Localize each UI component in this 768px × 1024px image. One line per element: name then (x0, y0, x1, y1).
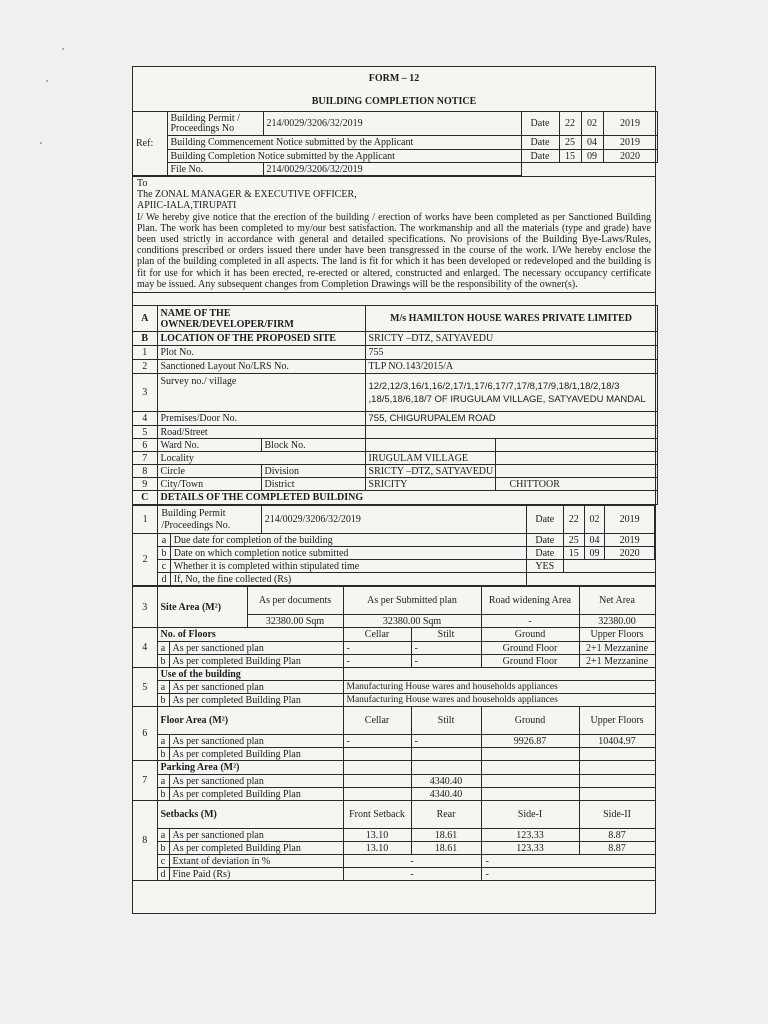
circle-value: SRICTY –DTZ, SATYAVEDU (365, 465, 495, 478)
floors-sanctioned-label: As per sanctioned plan (169, 642, 343, 655)
floors-cellar-value: - (343, 655, 411, 668)
ref-permit-label: Building Permit / Proceedings No (167, 112, 263, 136)
floors-ground-value: Ground Floor (481, 655, 579, 668)
fine-paid-value-1: - (343, 868, 481, 881)
floor-area-ground-value: 9926.87 (481, 735, 579, 748)
notice-body (133, 176, 655, 293)
floors-upper-value: 2+1 Mezzanine (579, 655, 655, 668)
setbacks-side2-value: 8.87 (579, 829, 655, 842)
setbacks-col-rear: Rear (411, 801, 481, 829)
completion-notice-form (132, 66, 656, 914)
survey-label: Survey no./ village (157, 374, 365, 412)
row-num: 5 (133, 668, 157, 707)
setbacks-side1-value: 123.33 (481, 829, 579, 842)
site-location: SRICTY –DTZ, SATYAVEDU (365, 332, 657, 346)
ref-day: 25 (559, 136, 581, 150)
permit-month: 02 (584, 506, 605, 534)
locality-value: IRUGULAM VILLAGE (365, 452, 495, 465)
permit-date-label: Date (526, 506, 563, 534)
row-num: 3 (133, 587, 157, 628)
setbacks-front-value: 13.10 (343, 829, 411, 842)
deviation-value-2: - (481, 855, 655, 868)
ref-year: 2019 (603, 136, 657, 150)
floor-area-upper-value (579, 748, 655, 761)
form-number: FORM – 12 (368, 73, 420, 84)
ref-day: 15 (559, 150, 581, 163)
row-num: 2 (133, 534, 158, 586)
sub-letter: b (157, 694, 169, 707)
site-road-widening-value: - (481, 615, 579, 628)
row-num: 3 (133, 374, 157, 412)
row-num: 4 (133, 412, 157, 426)
row-num: 5 (133, 426, 157, 439)
due-month: 04 (584, 534, 605, 547)
due-year: 2019 (605, 534, 655, 547)
form-title: BUILDING COMPLETION NOTICE (311, 96, 477, 107)
sub-letter: b (157, 788, 169, 801)
sub-letter: a (157, 775, 169, 788)
sub-letter: a (158, 534, 170, 547)
premises-label: Premises/Door No. (157, 412, 365, 426)
use-completed-label: As per completed Building Plan (169, 694, 343, 707)
road-label: Road/Street (157, 426, 365, 439)
sub-letter: b (157, 655, 169, 668)
ref-date-label: Date (521, 150, 559, 163)
ref-date-label: Date (521, 136, 559, 150)
sub-letter: a (157, 735, 169, 748)
row-num: 6 (133, 707, 157, 761)
row-num: 8 (133, 801, 157, 881)
city-value: SRICITY (365, 478, 495, 491)
circle-label: Circle (157, 465, 261, 478)
layout-value: TLP NO.143/2015/A (365, 360, 657, 374)
fine-collected-label: If, No, the fine collected (Rs) (170, 573, 526, 586)
due-date-label: Due date for completion of the building (170, 534, 526, 547)
floor-area-ground-value (481, 748, 579, 761)
ref-file-label: File No. (167, 163, 263, 176)
floor-area-stilt-value: - (411, 735, 481, 748)
floors-ground-value: Ground Floor (481, 642, 579, 655)
addressee-office: APIIC-IALA,TIRUPATI (137, 200, 237, 212)
parking-sanctioned-value: 4340.40 (411, 775, 481, 788)
ward-label: Ward No. (157, 439, 261, 452)
ref-permit-value: 214/0029/3206/32/2019 (263, 112, 521, 136)
permit-label: Building Permit /Proceedings No. (158, 506, 261, 534)
section-c-label: DETAILS OF THE COMPLETED BUILDING (157, 491, 657, 505)
scan-speck (46, 80, 48, 82)
plot-label: Plot No. (157, 346, 365, 360)
row-num: 7 (133, 761, 157, 801)
setbacks-side1-value: 123.33 (481, 842, 579, 855)
date-label: Date (526, 547, 563, 560)
floors-upper-value: 2+1 Mezzanine (579, 642, 655, 655)
section-a-label: NAME OF THE OWNER/DEVELOPER/FIRM (157, 306, 365, 332)
stipulated-value: YES (526, 560, 563, 573)
layout-label: Sanctioned Layout No/LRS No. (157, 360, 365, 374)
notice-day: 15 (563, 547, 584, 560)
ref-year: 2019 (603, 112, 657, 136)
floors-col-stilt: Stilt (411, 628, 481, 642)
sub-letter: a (157, 642, 169, 655)
site-col-submitted: As per Submitted plan (343, 587, 481, 615)
sub-letter: a (157, 681, 169, 694)
setbacks-rear-value: 18.61 (411, 829, 481, 842)
site-col-documents: As per documents (247, 587, 343, 615)
floors-label: No. of Floors (157, 628, 343, 642)
floor-area-label: Floor Area (M²) (157, 707, 343, 735)
sub-letter: a (157, 829, 169, 842)
use-sanctioned-label: As per sanctioned plan (169, 681, 343, 694)
floor-area-col-stilt: Stilt (411, 707, 481, 735)
section-a-letter: A (133, 306, 157, 332)
site-col-net: Net Area (579, 587, 655, 615)
ref-month: 04 (581, 136, 603, 150)
ref-table (133, 111, 658, 176)
parking-completed-value: 4340.40 (411, 788, 481, 801)
row-num: 1 (133, 346, 157, 360)
deviation-label: Extant of deviation in % (169, 855, 343, 868)
sub-letter: d (157, 868, 169, 881)
floors-completed-label: As per completed Building Plan (169, 655, 343, 668)
locality-label: Locality (157, 452, 365, 465)
site-col-road-widening: Road widening Area (481, 587, 579, 615)
floor-area-completed-label: As per completed Building Plan (169, 748, 343, 761)
ref-file-value: 214/0029/3206/32/2019 (263, 163, 521, 176)
fine-paid-label: Fine Paid (Rs) (169, 868, 343, 881)
permit-value: 214/0029/3206/32/2019 (261, 506, 526, 534)
site-area-label: Site Area (M²) (157, 587, 247, 628)
setbacks-label: Setbacks (M) (157, 801, 343, 829)
floors-col-cellar: Cellar (343, 628, 411, 642)
row-num: 2 (133, 360, 157, 374)
section-b-letter: B (133, 332, 157, 346)
deviation-value-1: - (343, 855, 481, 868)
notice-date-label: Date on which completion notice submitted (170, 547, 526, 560)
scan-speck (62, 48, 64, 50)
owner-name: M/s HAMILTON HOUSE WARES PRIVATE LIMITED (365, 306, 657, 332)
ref-month: 02 (581, 112, 603, 136)
ref-year: 2020 (603, 150, 657, 163)
floor-area-cellar-value (343, 748, 411, 761)
row-num: 8 (133, 465, 157, 478)
row-num: 9 (133, 478, 157, 491)
notice-year: 2020 (605, 547, 655, 560)
floor-area-sanctioned-label: As per sanctioned plan (169, 735, 343, 748)
scan-speck (40, 142, 42, 144)
floors-stilt-value: - (411, 655, 481, 668)
setbacks-front-value: 13.10 (343, 842, 411, 855)
floor-area-cellar-value: - (343, 735, 411, 748)
setbacks-col-front: Front Setback (343, 801, 411, 829)
floors-col-upper: Upper Floors (579, 628, 655, 642)
completion-dates-table (133, 505, 655, 586)
building-details-table (133, 586, 656, 881)
addressee: The ZONAL MANAGER & EXECUTIVE OFFICER, (137, 189, 357, 201)
ref-label: Ref: (133, 112, 167, 176)
section-b-label: LOCATION OF THE PROPOSED SITE (157, 332, 365, 346)
setbacks-completed-label: As per completed Building Plan (169, 842, 343, 855)
site-submitted-value: 32380.00 Sqm (343, 615, 481, 628)
site-net-value: 32380.00 (579, 615, 655, 628)
fine-paid-value-2: - (481, 868, 655, 881)
setbacks-col-side2: Side-II (579, 801, 655, 829)
sub-letter: c (158, 560, 170, 573)
sub-letter: d (158, 573, 170, 586)
row-num: 6 (133, 439, 157, 452)
sub-letter: b (157, 842, 169, 855)
division-label: Division (261, 465, 365, 478)
floor-area-col-ground: Ground (481, 707, 579, 735)
setbacks-side2-value: 8.87 (579, 842, 655, 855)
permit-day: 22 (563, 506, 584, 534)
parking-sanctioned-label: As per sanctioned plan (169, 775, 343, 788)
row-num: 7 (133, 452, 157, 465)
floor-area-upper-value: 10404.97 (579, 735, 655, 748)
parking-completed-label: As per completed Building Plan (169, 788, 343, 801)
ref-date-label: Date (521, 112, 559, 136)
floors-col-ground: Ground (481, 628, 579, 642)
parking-label: Parking Area (M²) (157, 761, 343, 775)
district-label: District (261, 478, 365, 491)
floors-cellar-value: - (343, 642, 411, 655)
notice-month: 09 (584, 547, 605, 560)
floor-area-stilt-value (411, 748, 481, 761)
row-num: 1 (133, 506, 158, 534)
permit-year: 2019 (605, 506, 655, 534)
sub-letter: b (157, 748, 169, 761)
block-label: Block No. (261, 439, 365, 452)
date-label: Date (526, 534, 563, 547)
survey-value: 12/2,12/3,16/1,16/2,17/1,17/6,17/7,17/8,17/9,18/1,18/2,18/3 ,18/5,18/6,18/7 OF IRUGULAM VILLAGE, SATYAVEDU MANDAL (365, 374, 657, 412)
use-sanctioned-value: Manufacturing House wares and households appliances (343, 681, 655, 694)
setbacks-sanctioned-label: As per sanctioned plan (169, 829, 343, 842)
site-details-table (133, 305, 658, 505)
stipulated-label: Whether it is completed within stipulated time (170, 560, 526, 573)
ref-month: 09 (581, 150, 603, 163)
ref-completion-label: Building Completion Notice submitted by the Applicant (167, 150, 521, 163)
setbacks-col-side1: Side-I (481, 801, 579, 829)
plot-value: 755 (365, 346, 657, 360)
due-day: 25 (563, 534, 584, 547)
to-label: To (137, 178, 148, 189)
sub-letter: c (157, 855, 169, 868)
use-completed-value: Manufacturing House wares and households appliances (343, 694, 655, 707)
floor-area-col-cellar: Cellar (343, 707, 411, 735)
setbacks-rear-value: 18.61 (411, 842, 481, 855)
city-label: City/Town (157, 478, 261, 491)
ref-commencement-label: Building Commencement Notice submitted by the Applicant (167, 136, 521, 150)
ref-day: 22 (559, 112, 581, 136)
premises-value: 755, CHIGURUPALEM ROAD (365, 412, 657, 426)
declaration-text: I/ We hereby give notice that the erection of the building / erection of works have been completed as per Sanctioned Building Plan. The work has been completed to my/our best satisfaction. The workmanship and all the materials (type and grade) have been used strictly in accordance with general and detailed specifications. No provisions of the Building Bye-Laws/Rules, conditions prescribed or orders issued there under have been transgressed in the course of the work. I/We hereby enclose the plan of the building completed in all aspects. The land is fit for which it has been developed or redeveloped and the building is fit for use for which it has been erected, re-erected or altered, constructed and enlarged. The necessary occupancy certificate may be issued. Any subsequent changes from Completion Drawings will be the responsibility of the owner(s). (137, 211, 651, 290)
floor-area-col-upper: Upper Floors (579, 707, 655, 735)
row-num: 4 (133, 628, 157, 668)
section-c-letter: C (133, 491, 157, 505)
use-label: Use of the building (157, 668, 343, 681)
district-value: CHITTOOR (495, 478, 657, 491)
sub-letter: b (158, 547, 170, 560)
site-documents-value: 32380.00 Sqm (247, 615, 343, 628)
floors-stilt-value: - (411, 642, 481, 655)
